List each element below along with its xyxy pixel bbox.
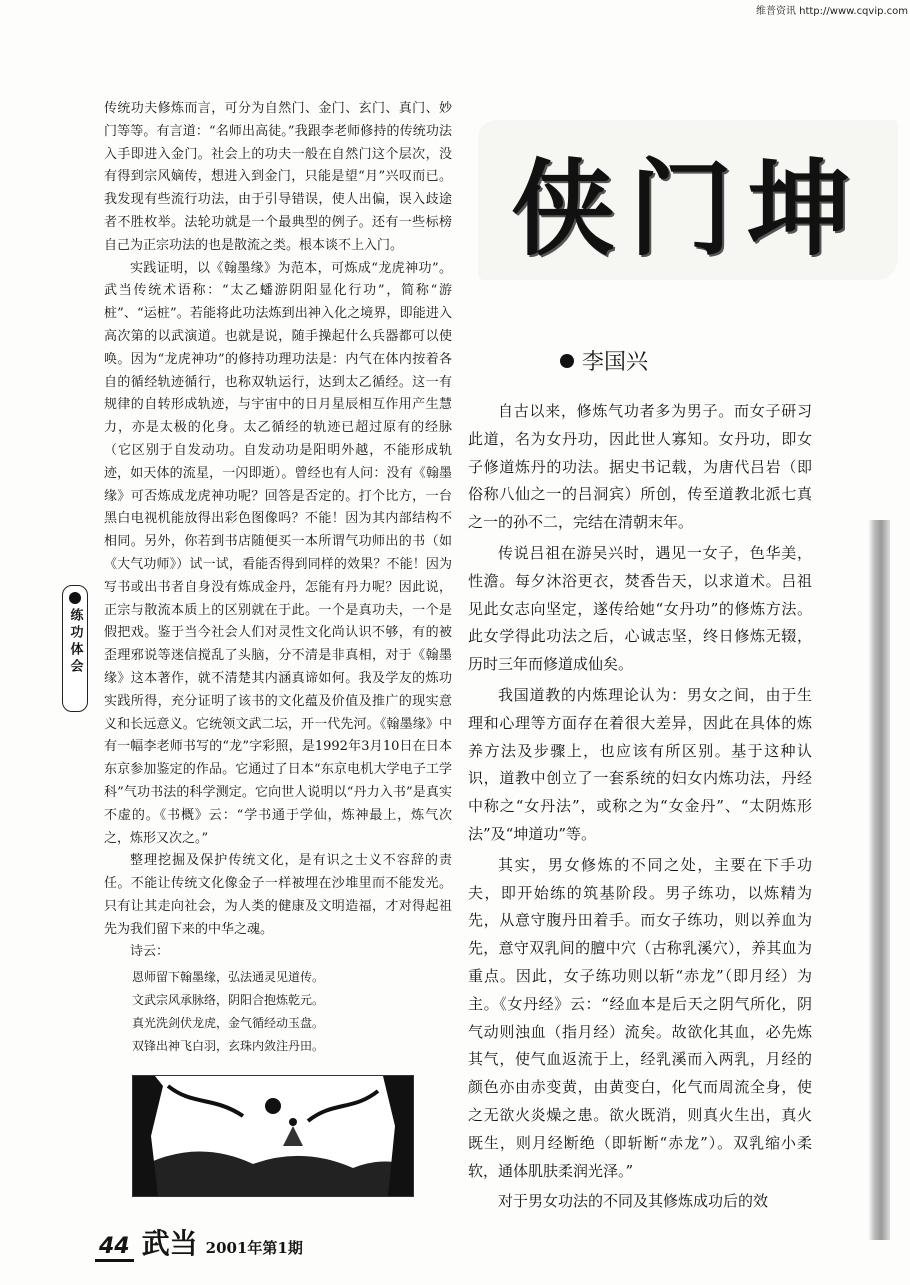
circle-icon (69, 592, 81, 604)
poem-line: 文武宗风承脉络，阴阳合抱炼乾元。 (132, 993, 325, 1008)
author-line (560, 345, 648, 376)
right-column (468, 398, 812, 1219)
page-footer (95, 1222, 303, 1262)
left-column (104, 98, 452, 1058)
poem-label: 诗云： (130, 944, 170, 960)
paragraph: 自古以来，修炼气功者多为男子。而女子研习此道，名为女丹功，因此世人寡知。女丹功，即女子修道炼丹的功法。据史书记载，为唐代吕岩（即俗称八仙之一的吕洞宾）所创，传至道教北派七真之一的孙不二，完结在清朝末年。 (468, 402, 812, 532)
bullet-icon (560, 354, 574, 368)
author-name: 李国兴 (582, 350, 649, 375)
landscape-image (133, 1076, 413, 1196)
magazine-name: 武当 (141, 1227, 198, 1260)
poem-line: 恩师留下翰墨缘，弘法通灵见道传。 (132, 970, 325, 985)
poem (132, 966, 452, 1058)
section-tab (62, 585, 88, 712)
paragraph: 其实，男女修炼的不同之处，主要在下手功夫，即开始练的筑基阶段。男子练功，以炼精为先，从意守腹丹田着手。而女子练功，则以养血为先，意守双乳间的膻中穴（古称乳溪穴），养其血为重点。因此，女子练功则以斩“赤龙”（即月经）为主。《女丹经》云：“经血本是后天之阴气所化，阴气动则浊血（指月经）流矣。故欲化其血，必先炼其气，使气血返流于上，经乳溪而入两乳，月经的颜色亦由赤变黄，由黄变白，化气而周流全身，使之无欲火炎燥之患。欲火既消，则真火生出，真火既生，则月经断绝（即斩断“赤龙”）。双乳缩小柔软，通体肌肤柔润光泽。” (468, 855, 812, 1180)
watermark: 维普资讯 http://www.cqvip.com (755, 6, 908, 17)
paragraph: 对于男女功法的不同及其修炼成功后的效 (498, 1192, 769, 1211)
woodcut-illustration (132, 1075, 414, 1197)
poem-line: 真光洗剑伏龙虎，金气循经动玉盘。 (132, 1016, 325, 1031)
section-tab-label: 练功体会 (67, 608, 83, 676)
paragraph: 实践证明，以《翰墨缘》为范本，可炼成“龙虎神功”。武当传统术语称：“太乙蟠游阴阳显化行功”，简称“游桩”、“运桩”。若能将此功法炼到出神入化之境界，即能进入高次第的以武演道。也就是说，随手操起什么兵器都可以使唤。因为“龙虎神功”的修持功理功法是：内气在体内按着各自的循经轨迹循行，也称双轨运行，达到太乙循经。这一有规律的自转形成轨迹，与宇宙中的日月星辰相互作用产生慧力，亦是太极的化身。太乙循经的轨迹已超过原有的经脉（它区别于自发动功。自发动功是阳明外越，不能形成轨迹，如天体的流星，一闪即逝）。曾经也有人问：没有《翰墨缘》可否炼成龙虎神功呢？回答是否定的。打个比方，一台黑白电视机能放得出彩色图像吗？不能！因为其内部结构不相同。另外，你若到书店随便买一本所谓气功师出的书（如《大气功师》）试一试，看能否得到同样的效果？不能！因为写书或出书者自身没有炼成金丹，怎能有丹力呢？因此说，正宗与散流本质上的区别就在于此。一个是真功夫，一个是假把戏。鉴于当今社会人们对灵性文化尚认识不够，有的被歪理邪说等迷信搅乱了头脑，分不清是非真相，对于《翰墨缘》这本著作，就不清楚其内涵真谛如何。我及学友的炼功实践所得，充分证明了该书的文化蕴及价值及推广的现实意义和长远意义。它统领文武二坛，开一代先河。《翰墨缘》中有一幅李老师书写的“龙”字彩照，是1992年3月10日在日本东京参加鉴定的作品。它通过了日本“东京电机大学电子工学科”气功书法的科学测定。它向世人说明以“丹力入书”是真实不虚的。《书概》云：“学书通于学仙，炼神最上，炼气次之，炼形又次之。” (104, 260, 452, 846)
poem-line: 双锋出神飞白羽，玄珠内敛注丹田。 (132, 1039, 325, 1054)
issue-label: 2001年第1期 (205, 1239, 303, 1257)
page-number: 44 (95, 1234, 134, 1262)
page-edge-decoration (868, 520, 890, 1240)
paragraph: 传统功夫修炼而言，可分为自然门、金门、玄门、真门、妙门等等。有言道：“名师出高徒。”我跟李老师修持的传统功法入手即进入金门。社会上的功夫一般在自然门这个层次，没有得到宗风嫡传，想进入到金门，只能是望“月”兴叹而已。我发现有些流行功法，由于引导错误，使人出偏，误入歧途者不胜枚举。法轮功就是一个最典型的例子。还有一些标榜自己为正宗功法的也是散流之类。根本谈不上入门。 (104, 101, 452, 253)
paragraph: 传说吕祖在游吴兴时，遇见一女子，色华美，性澹。每夕沐浴更衣，焚香告天，以求道术。吕祖见此女志向坚定，遂传给她“女丹功”的修炼方法。此女学得此功法之后，心诚志坚，终日修炼无辍，历时三年而修道成仙矣。 (468, 543, 812, 674)
paragraph: 整理挖掘及保护传统文化，是有识之士义不容辞的责任。不能让传统文化像金子一样被埋在沙堆里而不能发光。只有让其走向社会，为人类的健康及文明造福，才对得起祖先为我们留下来的中华之魂。 (104, 853, 452, 937)
article-title: 侠门坤 (510, 148, 865, 270)
article-title-block (478, 120, 898, 280)
paragraph: 我国道教的内炼理论认为：男女之间，由于生理和心理等方面存在着很大差异，因此在具体的炼养方法及步骤上，也应该有所区别。基于这种认识，道教中创立了一套系统的妇女内炼功法，丹经中称之“女丹法”，或称之为“女金丹”、“太阴炼形法”及“坤道功”等。 (468, 685, 812, 843)
